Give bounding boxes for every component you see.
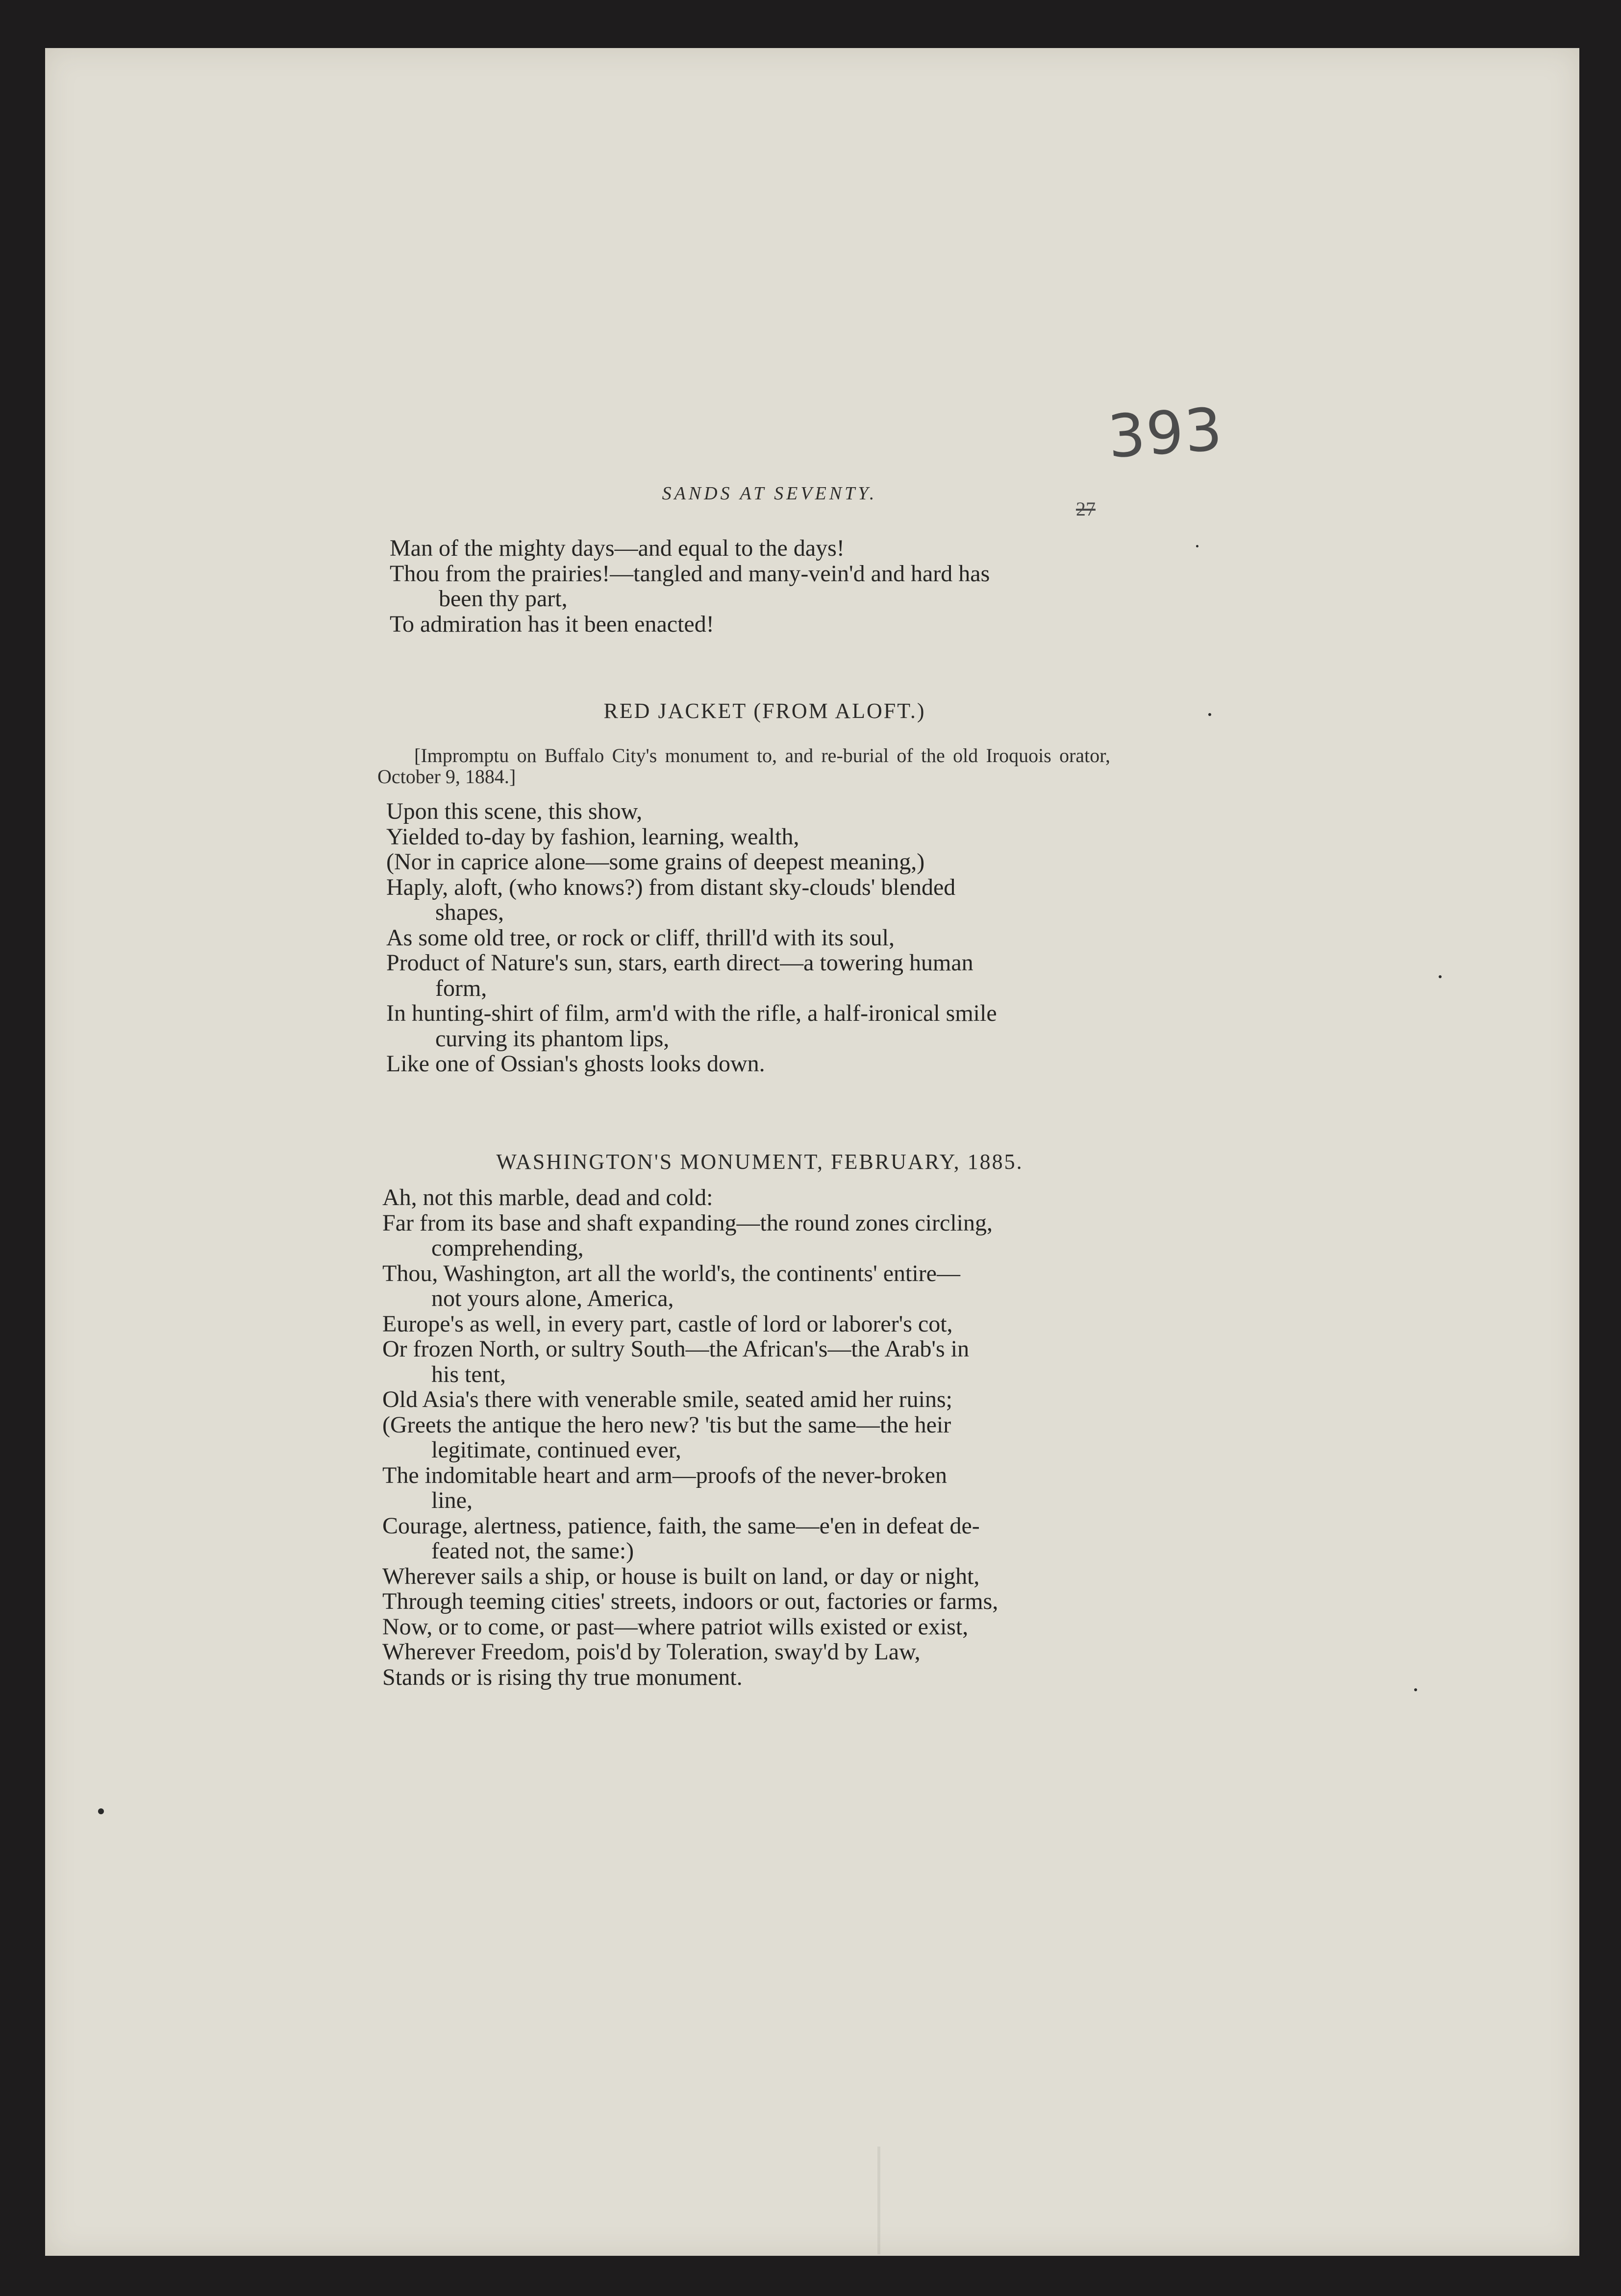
poem-line: (Nor in caprice alone—some grains of deepest meaning,) [386,849,925,875]
poem-line: Man of the mighty days—and equal to the days! [390,535,845,561]
poem-line: Wherever sails a ship, or house is built on land, or day or night, [382,1563,980,1589]
poem-line: In hunting-shirt of film, arm'd with the rifle, a half-ironical smile [386,1000,997,1026]
paper-speck [1208,713,1211,716]
poem-title-red-jacket: RED JACKET (FROM ALOFT.) [603,699,926,723]
poem-line: Yielded to-day by fashion, learning, wealth, [386,823,799,850]
poem-line: Now, or to come, or past—where patriot wills existed or exist, [382,1613,969,1640]
paper-fold [877,2147,880,2254]
paper-speck [98,1808,104,1814]
poem-line: Product of Nature's sun, stars, earth direct—a towering human [386,950,973,976]
poem-title-washington: WASHINGTON'S MONUMENT, FEBRUARY, 1885. [496,1150,1023,1174]
poem-line: line, [431,1487,473,1513]
poem-line: Old Asia's there with venerable smile, seated amid her ruins; [382,1386,952,1412]
poem-line: Ah, not this marble, dead and cold: [382,1185,713,1210]
poem-line: Europe's as well, in every part, castle of lord or laborer's cot, [382,1310,953,1337]
poem-line: Wherever Freedom, pois'd by Toleration, sway'd by Law, [382,1639,921,1665]
paper-speck [1414,1688,1417,1691]
poem-line: feated not, the same:) [431,1538,634,1564]
washington-stanza [382,1185,998,1690]
headnote: [Impromptu on Buffalo City's monument to, and re-burial of the old Iroquois orator, October 9, 1884.] [377,744,1110,788]
opening-stanza [390,536,990,637]
running-head: SANDS AT SEVENTY. [662,483,877,504]
pencil-page-number: 393 [1105,395,1225,472]
poem-line: shapes, [435,899,504,925]
poem-line: legitimate, continued ever, [431,1437,681,1463]
poem-line: The indomitable heart and arm—proofs of the never-broken [382,1462,947,1488]
red-jacket-stanza [386,799,997,1077]
poem-line: Haply, aloft, (who knows?) from distant sky-clouds' blended [386,874,956,900]
poem-line: form, [435,975,487,1001]
poem-line: Thou, Washington, art all the world's, the continents' entire— [382,1260,960,1286]
paper-speck [1439,975,1442,978]
poem-line: Like one of Ossian's ghosts looks down. [386,1051,765,1077]
poem-line: Courage, alertness, patience, faith, the same—e'en in defeat de- [382,1512,980,1539]
poem-line: comprehending, [431,1235,584,1261]
poem-line: As some old tree, or rock or cliff, thrill'd with its soul, [386,924,895,951]
poem-line: (Greets the antique the hero new? 'tis but the same—the heir [382,1411,951,1438]
poem-line: curving its phantom lips, [435,1025,670,1052]
poem-line: not yours alone, America, [431,1285,674,1311]
printed-folio: 27 [1076,498,1096,520]
poem-line: Thou from the prairies!—tangled and many-vein'd and hard has [390,560,990,587]
poem-line: his tent, [431,1361,506,1387]
poem-line: Far from its base and shaft expanding—the round zones circling, [382,1210,993,1236]
poem-line: been thy part, [439,586,568,612]
poem-line: Stands or is rising thy true monument. [382,1664,743,1690]
poem-line: Through teeming cities' streets, indoors or out, factories or farms, [382,1588,998,1614]
poem-line: To admiration has it been enacted! [390,611,714,637]
poem-line: Upon this scene, this show, [386,798,643,824]
poem-line: Or frozen North, or sultry South—the African's—the Arab's in [382,1336,970,1362]
paper-speck [1196,545,1198,547]
